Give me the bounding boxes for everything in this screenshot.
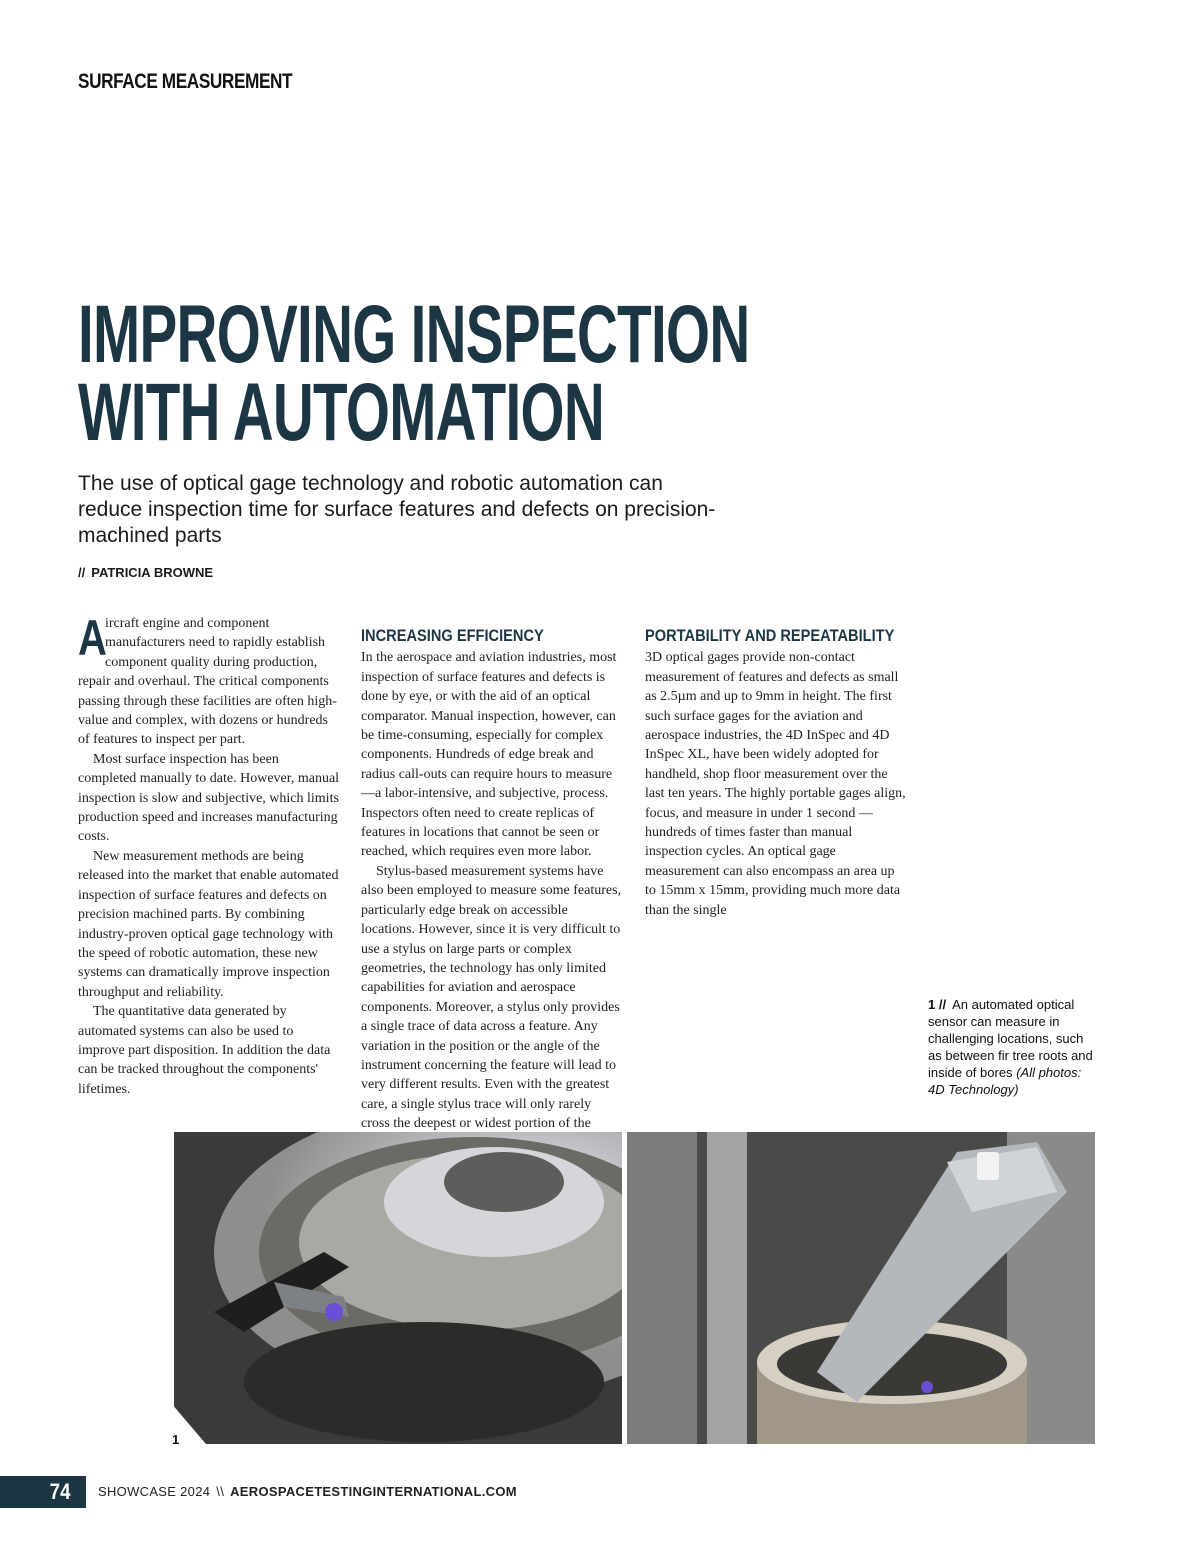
title-line-1: IMPROVING INSPECTION <box>78 289 750 380</box>
paragraph-3: New measurement methods are being released into the market that enable automated inspection of surface features and defects on precision machined parts. By combining industry-proven optical gage technology with the speed of robotic automation, these new systems can dramatically improve inspection throughput and reliability. <box>78 848 339 1000</box>
subhead-increasing-efficiency: INCREASING EFFICIENCY <box>361 626 544 645</box>
figure-number: 1 <box>172 1432 180 1447</box>
website-link[interactable]: AEROSPACETESTINGINTERNATIONAL.COM <box>230 1484 517 1499</box>
photo-optical-gage-bore <box>627 1132 1095 1444</box>
paragraph-2: Most surface inspection has been completed manually to date. However, manual inspection is slow and subjective, which limits production speed and increases manufacturing costs. <box>78 751 340 845</box>
paragraph-6: Stylus-based measurement systems have also been employed to measure some features, particularly edge break on accessible locations. However, since it is very difficult to use a stylus on large parts or complex geometries, the technology has only limited capabilities for aviation and aerospace components. Moreover, a stylus only provides a single trace of data across a feature. Any variation in the position or the angle of the instrument concerning the feature will lead to very different results. Even with the greatest care, a single stylus trace will only rarely cross the deepest or widest portion of the <box>361 863 622 1132</box>
column-3 <box>645 614 907 920</box>
paragraph-1-text: ircraft engine and component manufacturers need to rapidly establish component quality during production, repair and overhaul. The critical components passing through these facilities are often high-value and complex, with dozens or hundreds of features to inspect per part. <box>78 616 337 748</box>
paragraph-1 <box>78 610 340 750</box>
column-1 <box>78 610 340 1099</box>
author-name: PATRICIA BROWNE <box>91 565 214 580</box>
column-2 <box>361 614 623 1211</box>
photo-turbine-disc <box>174 1132 622 1444</box>
article-title <box>78 289 750 458</box>
figure-caption <box>928 996 1100 1098</box>
drop-cap: A <box>78 610 107 666</box>
title-line-2: WITH AUTOMATION <box>78 367 605 458</box>
page-number: 74 <box>49 1479 70 1504</box>
page-number-tab <box>0 1476 86 1508</box>
byline-prefix: // <box>78 565 86 580</box>
caption-number: 1 // <box>928 997 947 1012</box>
byline <box>78 565 213 580</box>
footer-separator: \\ <box>216 1484 225 1499</box>
issue-name: SHOWCASE 2024 <box>98 1484 211 1499</box>
paragraph-4: The quantitative data generated by automated systems can also be used to improve part disposition. In addition the data can be tracked throughout the components' lifetimes. <box>78 1004 331 1097</box>
section-label: SURFACE MEASUREMENT <box>78 70 293 93</box>
footer-info <box>98 1484 517 1499</box>
paragraph-5: In the aerospace and aviation industries, most inspection of surface features and defects is done by eye, or with the aid of an optical comparator. Manual inspection, however, can be time-consuming, especially for complex components. Hundreds of edge break and radius call-outs can require hours to measure—a labor-intensive, and subjective, process. Inspectors often need to create replicas of features in locations that cannot be seen or reached, which requires even more labor. <box>361 650 617 860</box>
paragraph-7: 3D optical gages provide non-contact measurement of features and defects as small as 2.5µm and up to 9mm in height. The first such surface gages for the aviation and aerospace industries, the 4D InSpec and 4D InSpec XL, have been widely adopted for handheld, shop floor measurement over the last ten years. The highly portable gages align, focus, and measure in under 1 second — hundreds of times faster than manual inspection cycles. An optical gage measurement can also encompass an area up to 15mm x 15mm, providing much more data than the single <box>645 650 906 918</box>
standfirst: The use of optical gage technology and robotic automation can reduce inspection time for surface features and defects on precision-machined parts <box>78 472 716 547</box>
subhead-portability: PORTABILITY AND REPEATABILITY <box>645 626 895 645</box>
page-footer <box>0 1476 1200 1508</box>
caption-credit: (All photos: 4D Technology) <box>928 1065 1082 1097</box>
caption-text: An automated optical sensor can measure in challenging locations, such as between fir tree roots and inside of bores <box>928 997 1093 1080</box>
